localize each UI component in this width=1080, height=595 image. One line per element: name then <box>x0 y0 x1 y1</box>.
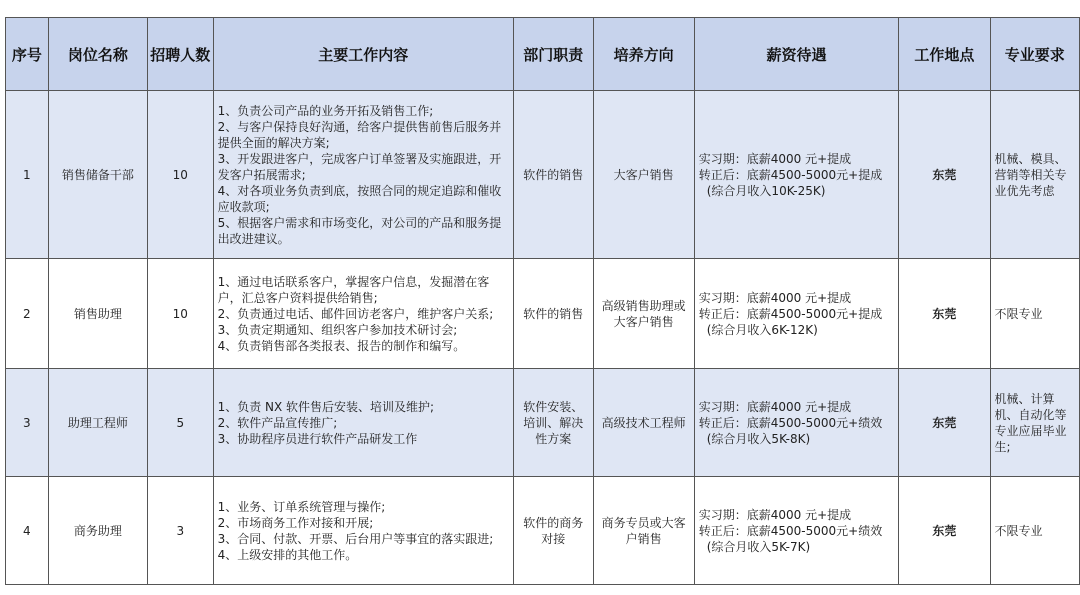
table-row <box>6 477 1080 585</box>
row-salary <box>694 369 898 477</box>
duty-line: 2、与客户保持良好沟通，给客户提供售前售后服务并提供全面的解决方案; <box>217 119 502 150</box>
duty-line: 2、市场商务工作对接和开展; <box>217 515 374 530</box>
row-index: 3 <box>6 369 49 477</box>
header-index: 序号 <box>6 18 49 91</box>
header-training: 培养方向 <box>593 18 694 91</box>
salary-line: (综合月收入6K-12K) <box>706 322 818 337</box>
row-requirements: 不限专业 <box>990 259 1080 369</box>
row-requirements: 机械、模具、营销等相关专业优先考虑 <box>990 91 1080 259</box>
row-salary <box>694 259 898 369</box>
header-headcount: 招聘人数 <box>147 18 213 91</box>
row-position: 助理工程师 <box>48 369 147 477</box>
row-duties <box>213 91 513 259</box>
table-row <box>6 259 1080 369</box>
duty-line: 3、协助程序员进行软件产品研发工作 <box>217 431 418 446</box>
salary-line: (综合月收入5K-7K) <box>706 539 811 554</box>
duty-line: 3、开发跟进客户，完成客户订单签署及实施跟进，开发客户拓展需求; <box>217 151 502 182</box>
row-training: 商务专员或大客户销售 <box>593 477 694 585</box>
salary-line: (综合月收入10K-25K) <box>706 183 826 198</box>
duty-line: 3、负责定期通知、组织客户参加技术研讨会; <box>217 322 458 337</box>
row-duties <box>213 369 513 477</box>
row-salary <box>694 91 898 259</box>
header-department: 部门职责 <box>513 18 593 91</box>
header-position: 岗位名称 <box>48 18 147 91</box>
row-department: 软件的销售 <box>513 259 593 369</box>
row-location: 东莞 <box>899 477 990 585</box>
salary-line: 转正后：底薪4500-5000元+提成 <box>698 167 883 182</box>
row-position: 销售储备干部 <box>48 91 147 259</box>
row-training: 高级销售助理或大客户销售 <box>593 259 694 369</box>
row-headcount: 3 <box>147 477 213 585</box>
duty-line: 1、负责 NX 软件售后安装、培训及维护; <box>217 399 435 414</box>
salary-line: 实习期：底薪4000 元+提成 <box>698 290 852 305</box>
row-salary <box>694 477 898 585</box>
row-index: 2 <box>6 259 49 369</box>
table-row <box>6 369 1080 477</box>
row-index: 1 <box>6 91 49 259</box>
row-training: 大客户销售 <box>593 91 694 259</box>
salary-line: 实习期：底薪4000 元+提成 <box>698 399 852 414</box>
row-location: 东莞 <box>899 91 990 259</box>
row-position: 商务助理 <box>48 477 147 585</box>
recruitment-table <box>5 17 1080 585</box>
header-requirements: 专业要求 <box>990 18 1080 91</box>
duty-line: 1、通过电话联系客户，掌握客户信息，发掘潜在客户，汇总客户资料提供给销售; <box>217 274 490 305</box>
row-department: 软件安装、培训、解决性方案 <box>513 369 593 477</box>
row-headcount: 10 <box>147 91 213 259</box>
header-duties: 主要工作内容 <box>213 18 513 91</box>
row-duties <box>213 259 513 369</box>
duty-line: 5、根据客户需求和市场变化，对公司的产品和服务提出改进建议。 <box>217 215 502 246</box>
salary-line: (综合月收入5K-8K) <box>706 431 811 446</box>
row-location: 东莞 <box>899 259 990 369</box>
row-headcount: 5 <box>147 369 213 477</box>
header-row <box>6 18 1080 91</box>
table-row <box>6 91 1080 259</box>
row-department: 软件的商务对接 <box>513 477 593 585</box>
duty-line: 1、业务、订单系统管理与操作; <box>217 499 386 514</box>
header-location: 工作地点 <box>899 18 990 91</box>
row-position: 销售助理 <box>48 259 147 369</box>
header-salary: 薪资待遇 <box>694 18 898 91</box>
duty-line: 2、软件产品宣传推广; <box>217 415 338 430</box>
duty-line: 3、合同、付款、开票、后台用户等事宜的落实跟进; <box>217 531 494 546</box>
salary-line: 转正后：底薪4500-5000元+提成 <box>698 306 883 321</box>
row-index: 4 <box>6 477 49 585</box>
duty-line: 4、对各项业务负责到底，按照合同的规定追踪和催收应收款项; <box>217 183 502 214</box>
row-requirements: 机械、计算机、自动化等专业应届毕业生; <box>990 369 1080 477</box>
duty-line: 4、上级安排的其他工作。 <box>217 547 358 562</box>
duty-line: 1、负责公司产品的业务开拓及销售工作; <box>217 103 434 118</box>
salary-line: 实习期：底薪4000 元+提成 <box>698 151 852 166</box>
salary-line: 转正后：底薪4500-5000元+绩效 <box>698 415 883 430</box>
salary-line: 转正后：底薪4500-5000元+绩效 <box>698 523 883 538</box>
row-duties <box>213 477 513 585</box>
row-location: 东莞 <box>899 369 990 477</box>
row-training: 高级技术工程师 <box>593 369 694 477</box>
row-department: 软件的销售 <box>513 91 593 259</box>
salary-line: 实习期：底薪4000 元+提成 <box>698 507 852 522</box>
duty-line: 4、负责销售部各类报表、报告的制作和编写。 <box>217 338 466 353</box>
row-headcount: 10 <box>147 259 213 369</box>
duty-line: 2、负责通过电话、邮件回访老客户，维护客户关系; <box>217 306 494 321</box>
row-requirements: 不限专业 <box>990 477 1080 585</box>
